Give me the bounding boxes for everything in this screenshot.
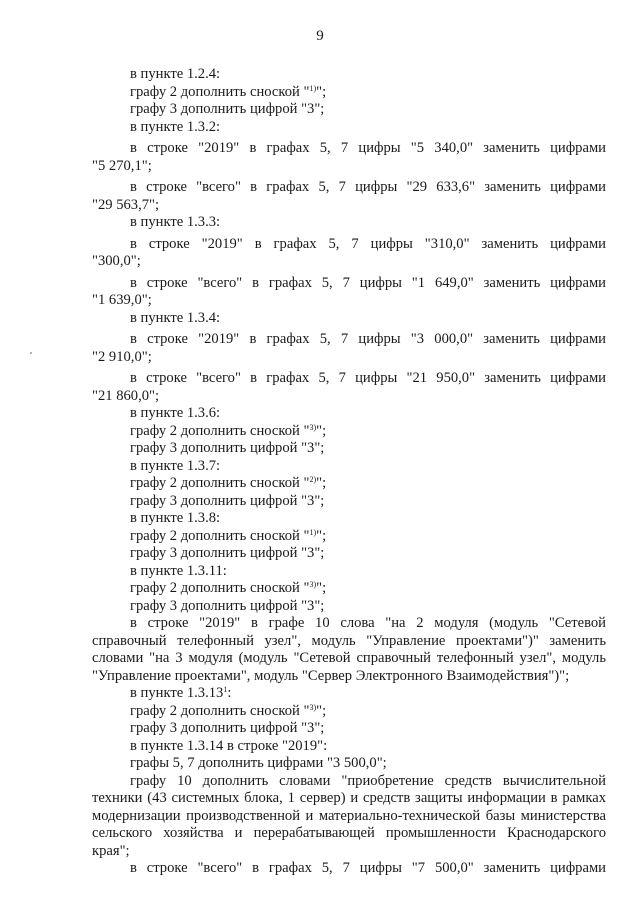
text-line: графу 2 дополнить сноской "$^{1)}$"; xyxy=(130,527,327,544)
text-line: графу 2 дополнить сноской "$^{2)}$"; xyxy=(130,475,327,491)
text-paragraph: в строке "2019" в графе 10 слова "на 2 модуля (модуль "Сетевой справочный телефонный узел", модуль "Управление проектами")" заменить словами "на 3 модуля (модуль "Сетевой справочный телефонный узел", модуль "Управление проектами", модуль "Сервер Электронного Взаимодействия")"; xyxy=(92,615,606,684)
text-line: "2 910,0"; xyxy=(92,348,152,365)
text-line: в строке "всего" в графах 5, 7 цифры "29 633,6" заменить цифрами xyxy=(130,179,606,195)
text-paragraph: графу 10 дополнить словами "приобретение средств вычислительной техники (43 системных блока, 1 сервер) и средств защиты информации в рамках модернизации производственной и материально-технической базы министерства сельского хозяйства и перерабатывающей промышленности Краснодарского края"; xyxy=(92,772,606,859)
text-line: графу 3 дополнить цифрой "3"; xyxy=(130,720,325,736)
page-number: 9 xyxy=(316,28,324,44)
text-line: графу 2 дополнить сноской "$^{3)}$"; xyxy=(130,422,327,439)
text-line: "5 270,1"; xyxy=(92,157,152,174)
text-line: в пункте 1.3.3: xyxy=(130,214,221,230)
text-line: в пункте 1.3.13$^1$: xyxy=(130,685,232,701)
footnote-mark: 3) xyxy=(309,580,317,589)
text-line: в пункте 1.3.6: xyxy=(130,405,221,421)
text-line: "300,0"; xyxy=(92,253,141,269)
text-line: графу 3 дополнить цифрой "3"; xyxy=(130,492,325,509)
footnote-mark: 3) xyxy=(309,702,317,712)
text-line: в пункте 1.3.4: xyxy=(130,309,221,326)
text-line: графу 3 дополнить цифрой "3"; xyxy=(130,597,325,614)
text-line: в строке "2019" в графах 5, 7 цифры "3 000,0" заменить цифрами xyxy=(130,331,606,347)
footnote-mark: 1 xyxy=(223,685,228,694)
text-line: графу 2 дополнить сноской "$^{3)}$"; xyxy=(130,580,327,596)
text-line: графу 3 дополнить цифрой "3"; xyxy=(130,545,325,561)
footnote-mark: 3) xyxy=(309,422,317,432)
text-line: графу 2 дополнить сноской "$^{3)}$"; xyxy=(130,702,327,719)
text-line: в строке "всего" в графах 5, 7 цифры "1 649,0" заменить цифрами xyxy=(130,274,606,291)
footnote-mark: 1) xyxy=(309,527,317,537)
document-body xyxy=(92,66,606,878)
text-line: в строке "2019" в графах 5, 7 цифры "310,0" заменить цифрами xyxy=(130,235,606,252)
text-line: в пункте 1.3.14 в строке "2019": xyxy=(130,737,328,754)
text-line: графу 3 дополнить цифрой "3"; xyxy=(130,440,325,456)
footnote-mark: 1) xyxy=(309,83,317,93)
text-line: в пункте 1.2.4: xyxy=(130,66,221,82)
text-line: в пункте 1.3.11: xyxy=(130,562,227,579)
text-line: в строке "всего" в графах 5, 7 цифры "21 950,0" заменить цифрами xyxy=(130,370,606,386)
text-line: "29 563,7"; xyxy=(92,196,160,213)
text-line: в пункте 1.3.8: xyxy=(130,510,221,526)
text-line: в пункте 1.3.2: xyxy=(130,118,221,135)
footnote-mark: 2) xyxy=(309,475,317,484)
text-line: графы 5, 7 дополнить цифрами "3 500,0"; xyxy=(130,755,387,771)
text-line: графу 2 дополнить сноской "$^{1)}$"; xyxy=(130,83,327,100)
scan-speck xyxy=(30,352,32,354)
text-line: в строке "всего" в графах 5, 7 цифры "7 500,0" заменить цифрами xyxy=(130,860,606,876)
text-line: в пункте 1.3.7: xyxy=(130,457,221,474)
text-line: графу 3 дополнить цифрой "3"; xyxy=(130,101,325,117)
text-line: "21 860,0"; xyxy=(92,387,160,404)
text-line: в строке "2019" в графах 5, 7 цифры "5 340,0" заменить цифрами xyxy=(130,140,606,156)
text-line: "1 639,0"; xyxy=(92,292,152,308)
